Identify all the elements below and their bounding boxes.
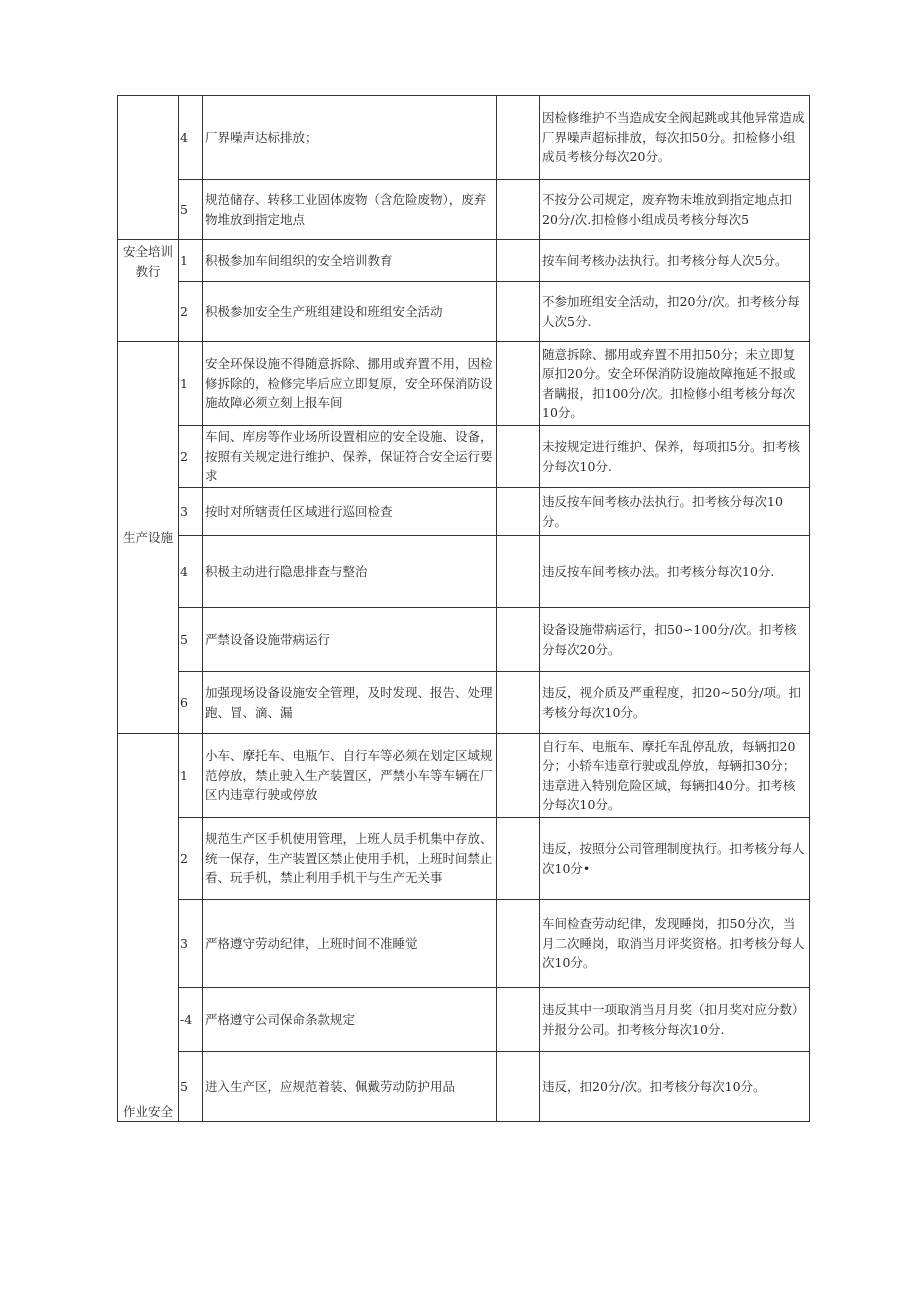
blank-cell <box>497 672 540 734</box>
item-number: 4 <box>179 96 203 180</box>
requirement-cell: 积极参加车间组织的安全培训教育 <box>203 240 497 282</box>
item-number: 1 <box>179 342 203 426</box>
requirement-cell: 安全环保设施不得随意拆除、挪用或弃置不用，因检修拆除的，检修完毕后应立即复原，安全环保消防设施故障必须立刻上报车间 <box>203 342 497 426</box>
table-row <box>118 536 810 608</box>
table-row <box>118 282 810 342</box>
blank-cell <box>497 900 540 988</box>
table-row <box>118 96 810 180</box>
table-row <box>118 818 810 900</box>
requirement-cell: 厂界噪声达标排放； <box>203 96 497 180</box>
table-row <box>118 180 810 240</box>
penalty-cell: 不参加班组安全活动，扣20分/次。扣考核分每人次5分. <box>540 282 810 342</box>
blank-cell <box>497 1052 540 1122</box>
table-row <box>118 608 810 672</box>
blank-cell <box>497 608 540 672</box>
penalty-cell: 违反，按照分公司管理制度执行。扣考核分每人次10分• <box>540 818 810 900</box>
penalty-cell: 因检修维护不当造成安全阀起跳或其他异常造成厂界噪声超标排放，每次扣50分。扣检修小组成员考核分每次20分。 <box>540 96 810 180</box>
table-row <box>118 488 810 536</box>
blank-cell <box>497 488 540 536</box>
table-row <box>118 900 810 988</box>
item-number: 4 <box>179 536 203 608</box>
table-row <box>118 672 810 734</box>
blank-cell <box>497 240 540 282</box>
penalty-cell: 未按规定进行维护、保养，每项扣5分。扣考核分每次10分. <box>540 426 810 488</box>
requirement-cell: 积极主动进行隐患排查与整治 <box>203 536 497 608</box>
blank-cell <box>497 180 540 240</box>
penalty-cell: 不按分公司规定，废弃物未堆放到指定地点扣20分/次.扣检修小组成员考核分每次5 <box>540 180 810 240</box>
blank-cell <box>497 536 540 608</box>
requirement-cell: 严格遵守劳动纪律，上班时间不准睡觉 <box>203 900 497 988</box>
blank-cell <box>497 282 540 342</box>
penalty-cell: 违反其中一项取消当月月奖（扣月奖对应分数）并报分公司。扣考核分每次10分. <box>540 988 810 1052</box>
requirement-cell: 严格遵守公司保命条款规定 <box>203 988 497 1052</box>
table-row <box>118 342 810 426</box>
blank-cell <box>497 342 540 426</box>
requirement-cell: 小车、摩托车、电瓶乍、自行车等必须在划定区域规范停放，禁止驶入生产装置区，严禁小车等车辆在厂区内违章行驶或停放 <box>203 734 497 818</box>
penalty-cell: 车间检查劳动纪律，发现睡岗，扣50分次，当月二次睡岗，取消当月评奖资格。扣考核分每人次10分。 <box>540 900 810 988</box>
category-cell: 安全培训教行 <box>118 240 179 342</box>
table-row <box>118 988 810 1052</box>
blank-cell <box>497 818 540 900</box>
assessment-table <box>117 95 810 1122</box>
item-number: 3 <box>179 488 203 536</box>
blank-cell <box>497 96 540 180</box>
table-row <box>118 240 810 282</box>
category-cell: 生产设施 <box>118 342 179 734</box>
requirement-cell: 车间、库房等作业场所设置相应的安全设施、设备，按照有关规定进行维护、保养，保证符合安全运行要求 <box>203 426 497 488</box>
requirement-cell: 加强现场设备设施安全管理，及时发现、报告、处理跑、冒、滴、漏 <box>203 672 497 734</box>
item-number: 5 <box>179 1052 203 1122</box>
penalty-cell: 违反，视介质及严重程度，扣20~50分/项。扣考核分每次10分。 <box>540 672 810 734</box>
penalty-cell: 设备设施带病运行，扣50∽100分/次。扣考核分每次20分。 <box>540 608 810 672</box>
requirement-cell: 规范生产区手机使用管理，上班人员手机集中存放、统一保存，生产装置区禁止使用手机，上班时间禁止看、玩手机，禁止利用手机干与生产无关事 <box>203 818 497 900</box>
penalty-cell: 违反按车间考核办法。扣考核分每次10分. <box>540 536 810 608</box>
item-number: 6 <box>179 672 203 734</box>
requirement-cell: 规范储存、转移工业固体废物（含危险废物），废弃物堆放到指定地点 <box>203 180 497 240</box>
blank-cell <box>497 734 540 818</box>
blank-cell <box>497 988 540 1052</box>
table-row <box>118 1052 810 1122</box>
item-number: 1 <box>179 734 203 818</box>
item-number: 2 <box>179 282 203 342</box>
requirement-cell: 严禁设备设施带病运行 <box>203 608 497 672</box>
table-row <box>118 734 810 818</box>
penalty-cell: 违反，扣20分/次。扣考核分每次10分。 <box>540 1052 810 1122</box>
requirement-cell: 积极参加安全生产班组建设和班组安全活动 <box>203 282 497 342</box>
item-number: 1 <box>179 240 203 282</box>
penalty-cell: 自行车、电瓶车、摩托车乱停乱放，每辆扣20分；小轿车违章行驶或乱停放，每辆扣30分；违章进入特别危险区域，每辆扣40分。扣考核分每次10分。 <box>540 734 810 818</box>
category-cell: 作业安全 <box>118 734 179 1122</box>
item-number: 2 <box>179 818 203 900</box>
item-number: 5 <box>179 180 203 240</box>
blank-cell <box>497 426 540 488</box>
item-number: 3 <box>179 900 203 988</box>
category-cell <box>118 96 179 240</box>
requirement-cell: 进入生产区，应规范着装、佩戴劳动防护用品 <box>203 1052 497 1122</box>
item-number: 5 <box>179 608 203 672</box>
table-row <box>118 426 810 488</box>
penalty-cell: 违反按车间考核办法执行。扣考核分每次10分。 <box>540 488 810 536</box>
penalty-cell: 随意拆除、挪用或弃置不用扣50分；未立即复原扣20分。安全环保消防设施故障拖延不报或者瞒报，扣100分/次。扣检修小组考核分每次10分。 <box>540 342 810 426</box>
item-number: 2 <box>179 426 203 488</box>
item-number: -4 <box>179 988 203 1052</box>
penalty-cell: 按车间考核办法执行。扣考核分每人次5分。 <box>540 240 810 282</box>
requirement-cell: 按时对所辖责任区域进行巡回检查 <box>203 488 497 536</box>
